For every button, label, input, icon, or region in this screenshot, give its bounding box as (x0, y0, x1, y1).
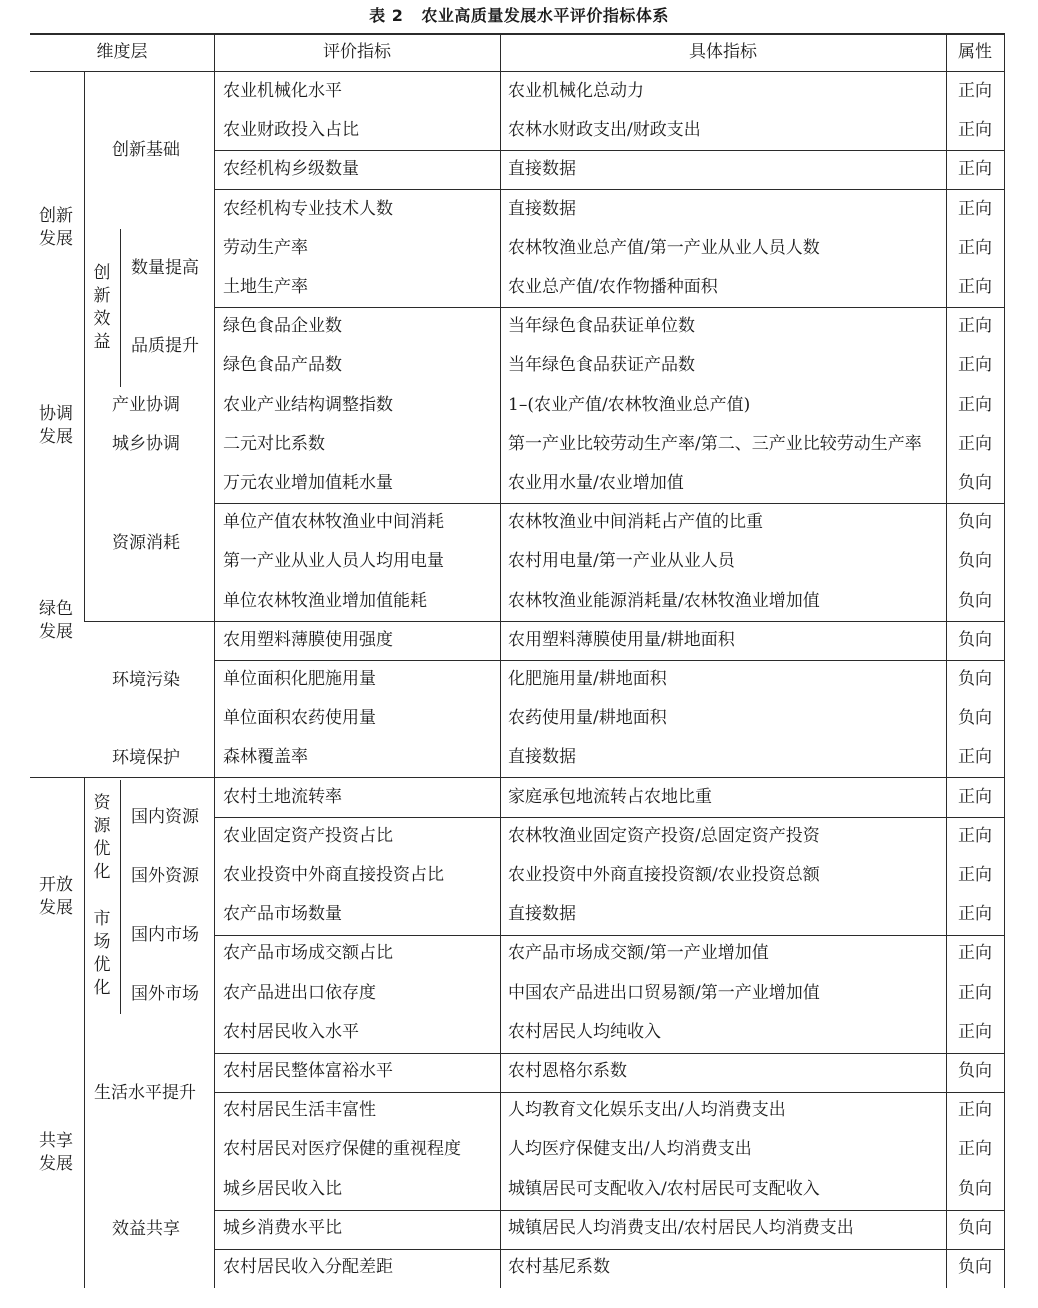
cell-indicator: 农产品市场成交额占比 (223, 943, 393, 963)
cell-detail: 农药使用量/耕地面积 (508, 708, 667, 728)
cell-attribute: 负向 (958, 1179, 992, 1199)
sub-benefit-sharing: 效益共享 (112, 1219, 180, 1239)
cell-indicator: 单位面积化肥施用量 (223, 669, 376, 689)
cell-indicator: 农业固定资产投资占比 (223, 826, 393, 846)
cell-detail: 农林牧渔业固定资产投资/总固定资产投资 (508, 826, 820, 846)
cell-indicator: 农产品市场数量 (223, 904, 342, 924)
cell-detail: 城镇居民人均消费支出/农村居民人均消费支出 (508, 1218, 854, 1238)
cell-detail: 农业投资中外商直接投资额/农业投资总额 (508, 865, 820, 885)
cell-indicator: 农村居民生活丰富性 (223, 1100, 376, 1120)
cell-detail: 农林牧渔业能源消耗量/农林牧渔业增加值 (508, 591, 820, 611)
header-dimension: 维度层 (96, 42, 148, 62)
cell-attribute: 正向 (958, 434, 992, 454)
sub-industry-coord: 产业协调 (112, 395, 180, 415)
cell-detail: 人均教育文化娱乐支出/人均消费支出 (508, 1100, 786, 1120)
cell-detail: 当年绿色食品获证单位数 (508, 316, 695, 336)
cell-attribute: 负向 (958, 551, 992, 571)
cell-indicator: 农用塑料薄膜使用强度 (223, 630, 393, 650)
cell-detail: 人均医疗保健支出/人均消费支出 (508, 1139, 752, 1159)
header-detail: 具体指标 (689, 42, 757, 62)
cell-indicator: 农业产业结构调整指数 (223, 395, 393, 415)
caption-title: 农业高质量发展水平评价指标体系 (421, 6, 669, 25)
rule-3 (214, 307, 1004, 308)
cell-attribute: 负向 (958, 630, 992, 650)
cell-attribute: 正向 (958, 943, 992, 963)
cell-indicator: 农村居民对医疗保健的重视程度 (223, 1139, 461, 1159)
cell-indicator: 农产品进出口依存度 (223, 983, 376, 1003)
brace-level1-upper (84, 72, 85, 622)
caption-number: 表 2 (369, 6, 404, 25)
sub-domestic-resource: 国内资源 (131, 807, 199, 827)
cell-indicator: 农村居民收入水平 (223, 1022, 359, 1042)
table-caption (0, 3, 1038, 29)
cell-attribute: 负向 (958, 1257, 992, 1277)
rule-2 (214, 189, 1004, 190)
sub-domestic-market: 国内市场 (131, 925, 199, 945)
rule-7 (214, 817, 1004, 818)
cell-attribute: 负向 (958, 512, 992, 532)
cell-attribute: 负向 (958, 669, 992, 689)
cell-indicator: 森林覆盖率 (223, 747, 308, 767)
sub-pollution: 环境污染 (112, 670, 180, 690)
sub-innovation-base: 创新基础 (112, 140, 180, 160)
cell-indicator: 万元农业增加值耗水量 (223, 473, 393, 493)
sub-resource-opt: 资源优化 (93, 793, 111, 882)
cell-indicator: 城乡居民收入比 (223, 1179, 342, 1199)
header-attribute: 属性 (958, 42, 992, 62)
cell-detail: 中国农产品进出口贸易额/第一产业增加值 (508, 983, 820, 1003)
green-divider (84, 621, 214, 622)
dim-coordination: 协调发展 (39, 404, 73, 447)
cell-detail: 直接数据 (508, 904, 576, 924)
dim-sharing: 共享发展 (39, 1131, 73, 1174)
cell-indicator: 农经机构乡级数量 (223, 159, 359, 179)
cell-attribute: 负向 (958, 708, 992, 728)
cell-detail: 直接数据 (508, 159, 576, 179)
dim-openness: 开放发展 (39, 875, 73, 918)
cell-attribute: 正向 (958, 904, 992, 924)
brace-level1-lower (84, 778, 85, 1288)
cell-detail: 农村基尼系数 (508, 1257, 610, 1277)
cell-detail: 农村用电量/第一产业从业人员 (508, 551, 735, 571)
cell-indicator: 农村土地流转率 (223, 787, 342, 807)
cell-attribute: 正向 (958, 747, 992, 767)
cell-attribute: 正向 (958, 1022, 992, 1042)
cell-indicator: 农业机械化水平 (223, 81, 342, 101)
cell-detail: 农业用水量/农业增加值 (508, 473, 684, 493)
rule-4 (214, 503, 1004, 504)
cell-detail: 当年绿色食品获证产品数 (508, 355, 695, 375)
cell-indicator: 劳动生产率 (223, 238, 308, 258)
cell-indicator: 城乡消费水平比 (223, 1218, 342, 1238)
brace-level2-innov (120, 229, 121, 387)
cell-indicator: 第一产业从业人员人均用电量 (223, 551, 444, 571)
cell-attribute: 正向 (958, 159, 992, 179)
rule-5 (214, 621, 1004, 622)
cell-indicator: 农业投资中外商直接投资占比 (223, 865, 444, 885)
col-rule-right (1004, 33, 1005, 1288)
cell-detail: 农林牧渔业总产值/第一产业从业人员人数 (508, 238, 820, 258)
top-rule (30, 33, 1004, 35)
section-rule (30, 777, 1004, 778)
sub-foreign-market: 国外市场 (131, 984, 199, 1004)
rule-10 (214, 1092, 1004, 1093)
sub-resource-use: 资源消耗 (112, 533, 180, 553)
cell-detail: 农用塑料薄膜使用量/耕地面积 (508, 630, 735, 650)
cell-indicator: 农村居民收入分配差距 (223, 1257, 393, 1277)
cell-indicator: 二元对比系数 (223, 434, 325, 454)
rule-6 (214, 660, 1004, 661)
cell-detail: 农业总产值/农作物播种面积 (508, 277, 718, 297)
rule-9 (214, 1053, 1004, 1054)
cell-detail: 农村恩格尔系数 (508, 1061, 627, 1081)
cell-attribute: 正向 (958, 826, 992, 846)
cell-attribute: 正向 (958, 81, 992, 101)
cell-detail: 农林牧渔业中间消耗占产值的比重 (508, 512, 763, 532)
cell-attribute: 负向 (958, 1218, 992, 1238)
cell-attribute: 正向 (958, 395, 992, 415)
cell-indicator: 土地生产率 (223, 277, 308, 297)
cell-attribute: 正向 (958, 277, 992, 297)
cell-attribute: 正向 (958, 120, 992, 140)
sub-protection: 环境保护 (112, 748, 180, 768)
header-indicator: 评价指标 (323, 42, 391, 62)
cell-detail: 城镇居民可支配收入/农村居民可支配收入 (508, 1179, 820, 1199)
cell-detail: 农产品市场成交额/第一产业增加值 (508, 943, 769, 963)
cell-attribute: 正向 (958, 983, 992, 1003)
cell-attribute: 正向 (958, 865, 992, 885)
rule-1 (214, 150, 1004, 151)
cell-indicator: 农村居民整体富裕水平 (223, 1061, 393, 1081)
cell-detail: 家庭承包地流转占农地比重 (508, 787, 712, 807)
sub-innovation-benefit: 创新效益 (93, 263, 111, 352)
cell-detail: 农业机械化总动力 (508, 81, 644, 101)
cell-indicator: 绿色食品企业数 (223, 316, 342, 336)
cell-indicator: 绿色食品产品数 (223, 355, 342, 375)
cell-attribute: 正向 (958, 355, 992, 375)
cell-attribute: 正向 (958, 787, 992, 807)
cell-detail: 农村居民人均纯收入 (508, 1022, 661, 1042)
rule-11 (214, 1210, 1004, 1211)
cell-indicator: 农业财政投入占比 (223, 120, 359, 140)
sub-quality: 品质提升 (131, 336, 199, 356)
cell-attribute: 正向 (958, 1100, 992, 1120)
dim-innovation: 创新发展 (39, 206, 73, 249)
sub-living-standard: 生活水平提升 (94, 1083, 196, 1103)
rule-8 (214, 935, 1004, 936)
cell-attribute: 正向 (958, 316, 992, 336)
cell-attribute: 正向 (958, 238, 992, 258)
cell-attribute: 正向 (958, 199, 992, 219)
cell-detail: 直接数据 (508, 199, 576, 219)
brace-level2-open (120, 780, 121, 1014)
cell-detail: 第一产业比较劳动生产率/第二、三产业比较劳动生产率 (508, 434, 922, 454)
cell-attribute: 负向 (958, 1061, 992, 1081)
cell-indicator: 单位农林牧渔业增加值能耗 (223, 591, 427, 611)
sub-market-opt: 市场优化 (93, 909, 111, 998)
cell-detail: 农林水财政支出/财政支出 (508, 120, 701, 140)
sub-urban-rural-coord: 城乡协调 (112, 434, 180, 454)
dim-green: 绿色发展 (39, 599, 73, 642)
cell-detail: 1–(农业产值/农林牧渔业总产值) (508, 395, 751, 415)
cell-detail: 直接数据 (508, 747, 576, 767)
sub-quantity: 数量提高 (131, 258, 199, 278)
cell-attribute: 负向 (958, 591, 992, 611)
header-rule (30, 71, 1004, 72)
sub-foreign-resource: 国外资源 (131, 866, 199, 886)
cell-attribute: 正向 (958, 1139, 992, 1159)
cell-indicator: 农经机构专业技术人数 (223, 199, 393, 219)
cell-indicator: 单位面积农药使用量 (223, 708, 376, 728)
cell-detail: 化肥施用量/耕地面积 (508, 669, 667, 689)
cell-indicator: 单位产值农林牧渔业中间消耗 (223, 512, 444, 532)
cell-attribute: 负向 (958, 473, 992, 493)
rule-12 (214, 1249, 1004, 1250)
